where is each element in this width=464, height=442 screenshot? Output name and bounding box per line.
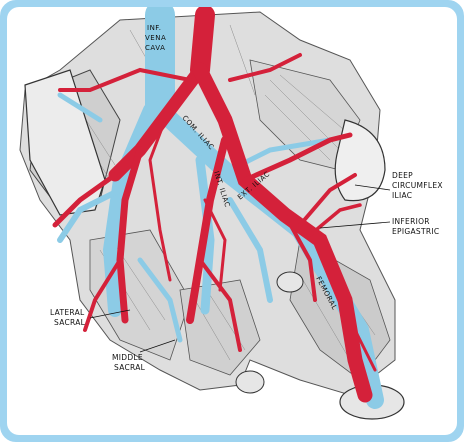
label-middle-sacral-2: SACRAL (114, 363, 146, 372)
label-middle-sacral-1: MIDDLE (112, 353, 143, 362)
label-com-iliac: COM. ILIAC (180, 113, 216, 152)
label-inferior-epigastric-2: EPIGASTRIC (392, 227, 440, 236)
label-deep-circumflex-1: DEEP (392, 171, 413, 180)
label-femoral: FEMORAL (314, 275, 339, 312)
label-inf-vena-cava-1: INF. (147, 24, 162, 32)
label-lateral-sacral-2: SACRAL (54, 318, 86, 327)
label-ext-iliac: EXT. ILIAC (236, 169, 272, 202)
pelvic-vessels-illustration (7, 7, 457, 435)
label-lateral-sacral-1: LATERAL (50, 308, 85, 317)
label-inferior-epigastric-1: INFERIOR (392, 217, 430, 226)
illustration-panel (7, 7, 457, 435)
label-inf-vena-cava-2: VENA (145, 34, 167, 42)
label-int-iliac: INT. ILIAC (212, 170, 232, 209)
label-inf-vena-cava-3: CAVA (145, 44, 166, 52)
label-deep-circumflex-3: ILIAC (392, 191, 413, 200)
label-deep-circumflex-2: CIRCUMFLEX (392, 181, 443, 190)
